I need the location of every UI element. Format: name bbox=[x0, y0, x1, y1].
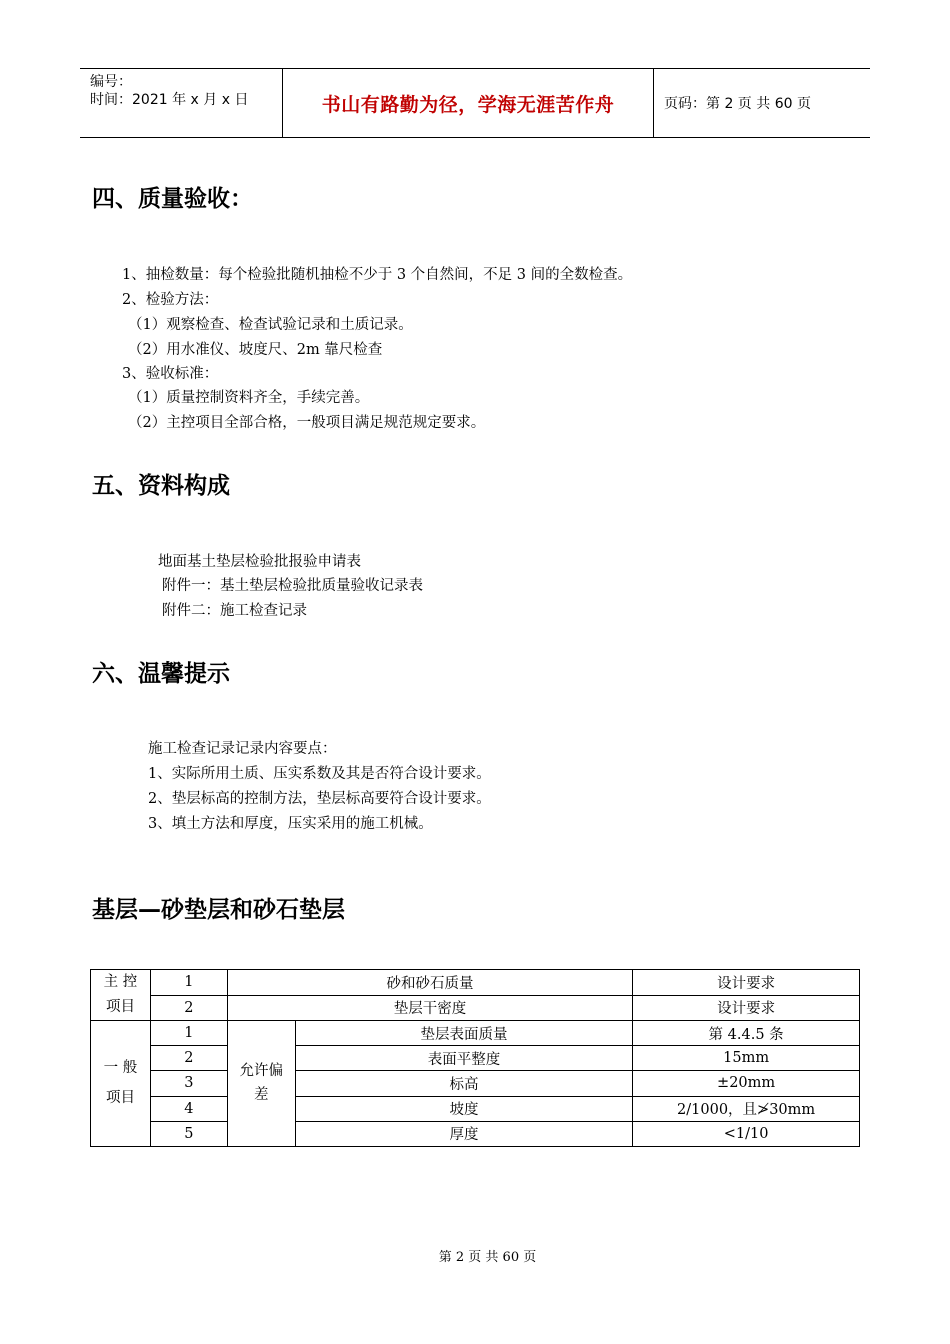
item-requirement: 第 4.4.5 条 bbox=[633, 1021, 860, 1046]
section4-line: （2）用水准仪、坡度尺、2m 靠尺检查 bbox=[128, 342, 383, 358]
item-name: 表面平整度 bbox=[295, 1046, 633, 1071]
table-row bbox=[91, 1021, 860, 1046]
item-name: 垫层干密度 bbox=[227, 995, 632, 1021]
document-number-label: 编号： bbox=[90, 74, 132, 90]
section6-line: 1、实际所用土质、压实系数及其是否符合设计要求。 bbox=[148, 766, 491, 782]
header-page-info: 页码：第 2 页 共 60 页 bbox=[664, 96, 811, 112]
item-requirement: 2/1000，且≯30mm bbox=[633, 1096, 860, 1121]
section4-line: 2、检验方法： bbox=[122, 292, 219, 308]
table-row bbox=[91, 1046, 860, 1071]
section6-line: 3、填土方法和厚度，压实采用的施工机械。 bbox=[148, 816, 433, 832]
section4-line: 1、抽检数量：每个检验批随机抽检不少于 3 个自然间，不足 3 间的全数检查。 bbox=[122, 267, 633, 283]
section5-line: 附件二：施工检查记录 bbox=[162, 603, 307, 619]
table-row bbox=[91, 1071, 860, 1096]
header-motto: 书山有路勤为径，学海无涯苦作舟 bbox=[321, 93, 615, 116]
page-header bbox=[80, 68, 870, 138]
inspection-table bbox=[90, 969, 860, 1147]
item-name: 砂和砂石质量 bbox=[227, 970, 632, 996]
section5-line: 附件一：基土垫层检验批质量验收记录表 bbox=[162, 578, 423, 594]
table-row bbox=[91, 995, 860, 1021]
page-footer bbox=[0, 1246, 950, 1265]
section5-line: 地面基土垫层检验批报验申请表 bbox=[158, 554, 361, 570]
item-requirement: ±20mm bbox=[633, 1071, 860, 1096]
row-number: 3 bbox=[150, 1071, 227, 1096]
section4-line: （2）主控项目全部合格，一般项目满足规范规定要求。 bbox=[128, 415, 486, 431]
section4-line: （1）质量控制资料齐全，手续完善。 bbox=[128, 390, 370, 406]
table-row bbox=[91, 970, 860, 996]
item-name: 标高 bbox=[295, 1071, 633, 1096]
item-requirement: 15mm bbox=[633, 1046, 860, 1071]
footer-page-number: 第 2 页 共 60 页 bbox=[438, 1250, 537, 1265]
row-number: 4 bbox=[150, 1096, 227, 1121]
item-requirement: 设计要求 bbox=[633, 995, 860, 1021]
main-items-label: 主 控 项目 bbox=[91, 970, 151, 1021]
section-heading-quality-acceptance: 四、质量验收： bbox=[92, 186, 253, 212]
item-requirement: <1/10 bbox=[633, 1121, 860, 1146]
table-row bbox=[91, 1096, 860, 1121]
section4-line: （1）观察检查、检查试验记录和土质记录。 bbox=[128, 317, 413, 333]
row-number: 5 bbox=[150, 1121, 227, 1146]
header-left bbox=[80, 69, 282, 137]
tolerance-label: 允许偏 差 bbox=[227, 1021, 295, 1147]
general-items-label: 一 般 项目 bbox=[91, 1021, 151, 1147]
section4-line: 3、验收标准： bbox=[122, 366, 219, 382]
item-name: 厚度 bbox=[295, 1121, 633, 1146]
section-heading-documents: 五、资料构成 bbox=[92, 473, 230, 499]
section6-line: 2、垫层标高的控制方法，垫层标高要符合设计要求。 bbox=[148, 791, 491, 807]
row-number: 2 bbox=[150, 995, 227, 1021]
header-motto-cell bbox=[282, 69, 654, 137]
section6-line: 施工检查记录记录内容要点： bbox=[148, 741, 337, 757]
document-time-label: 时间：2021 年 x 月 x 日 bbox=[90, 92, 249, 108]
section-heading-tips: 六、温馨提示 bbox=[92, 661, 230, 687]
row-number: 1 bbox=[150, 1021, 227, 1046]
item-name: 坡度 bbox=[295, 1096, 633, 1121]
row-number: 1 bbox=[150, 970, 227, 996]
row-number: 2 bbox=[150, 1046, 227, 1071]
section-heading-sand-cushion: 基层—砂垫层和砂石垫层 bbox=[92, 897, 345, 923]
table-row bbox=[91, 1121, 860, 1146]
item-name: 垫层表面质量 bbox=[295, 1021, 633, 1046]
item-requirement: 设计要求 bbox=[633, 970, 860, 996]
